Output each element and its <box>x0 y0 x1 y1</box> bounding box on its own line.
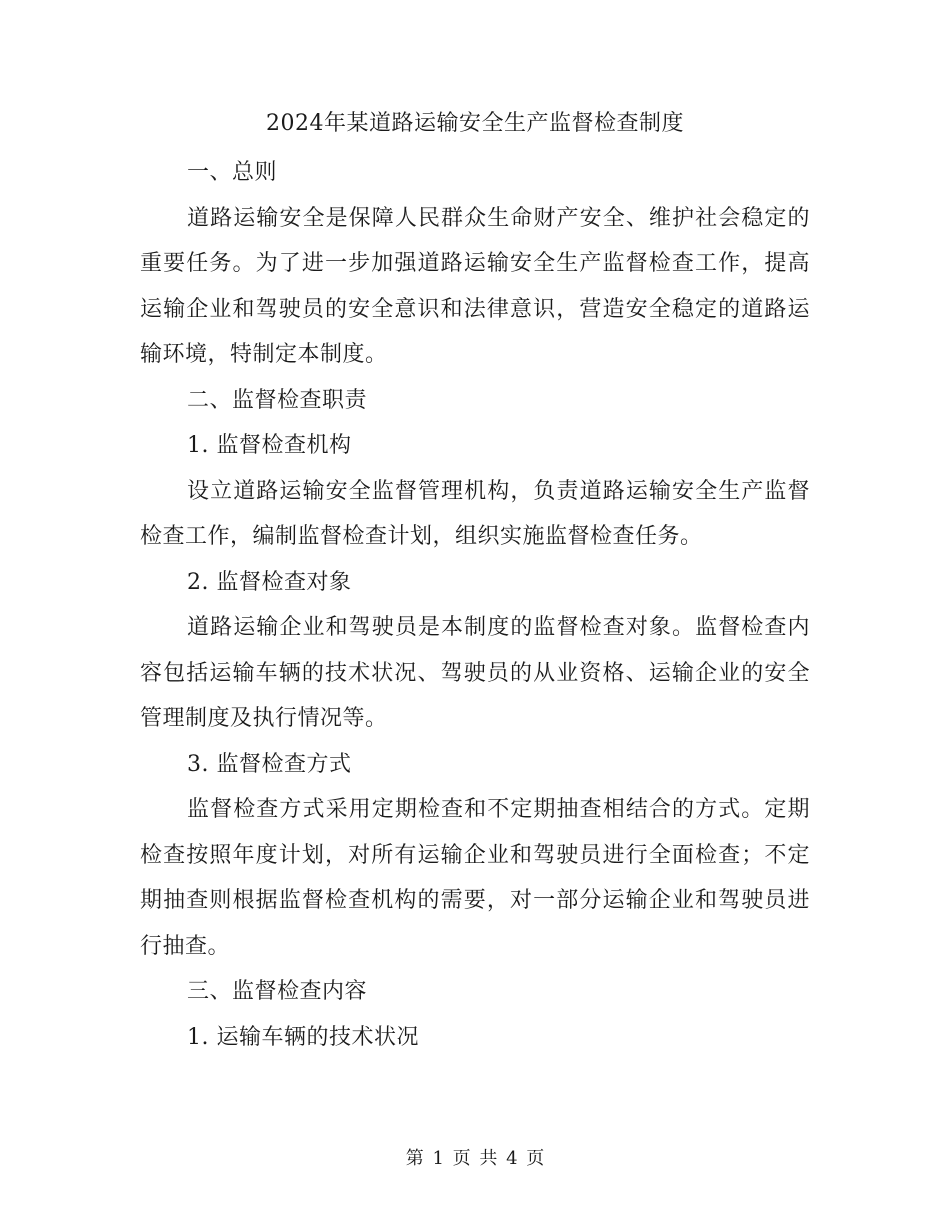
subheading-targets: 2. 监督检查对象 <box>187 569 352 595</box>
subheading-vehicle-condition: 1. 运输车辆的技术状况 <box>187 1024 419 1050</box>
subheading-agency: 1. 监督检查机构 <box>187 433 352 458</box>
paragraph-methods: 监督检查方式采用定期检查和不定期抽查相结合的方式。定期检查按照年度计划，对所有运输企业和驾驶员进行全面检查；不定期抽查则根据监督检查机构的需要，对一部分运输企业和驾驶员进行抽查。 <box>140 797 810 959</box>
section-heading-content: 三、监督检查内容 <box>187 979 368 1004</box>
paragraph-agency: 设立道路运输安全监督管理机构，负责道路运输安全生产监督检查工作，编制监督检查计划，组织实施监督检查任务。 <box>140 478 810 549</box>
paragraph-targets: 道路运输企业和驾驶员是本制度的监督检查对象。监督检查内容包括运输车辆的技术状况、驾驶员的从业资格、运输企业的安全管理制度及执行情况等。 <box>140 615 810 731</box>
document-title: 2024年某道路运输安全生产监督检查制度 <box>266 111 684 136</box>
paragraph-general: 道路运输安全是保障人民群众生命财产安全、维护社会稳定的重要任务。为了进一步加强道路运输安全生产监督检查工作，提高运输企业和驾驶员的安全意识和法律意识，营造安全稳定的道路运输环境，特制定本制度。 <box>140 205 810 367</box>
page-footer: 第 1 页 共 4 页 <box>405 1148 545 1169</box>
section-heading-general: 一、总则 <box>187 160 278 185</box>
document-body <box>140 150 810 1060</box>
subheading-methods: 3. 监督检查方式 <box>187 751 352 777</box>
section-heading-duties: 二、监督检查职责 <box>187 387 368 413</box>
